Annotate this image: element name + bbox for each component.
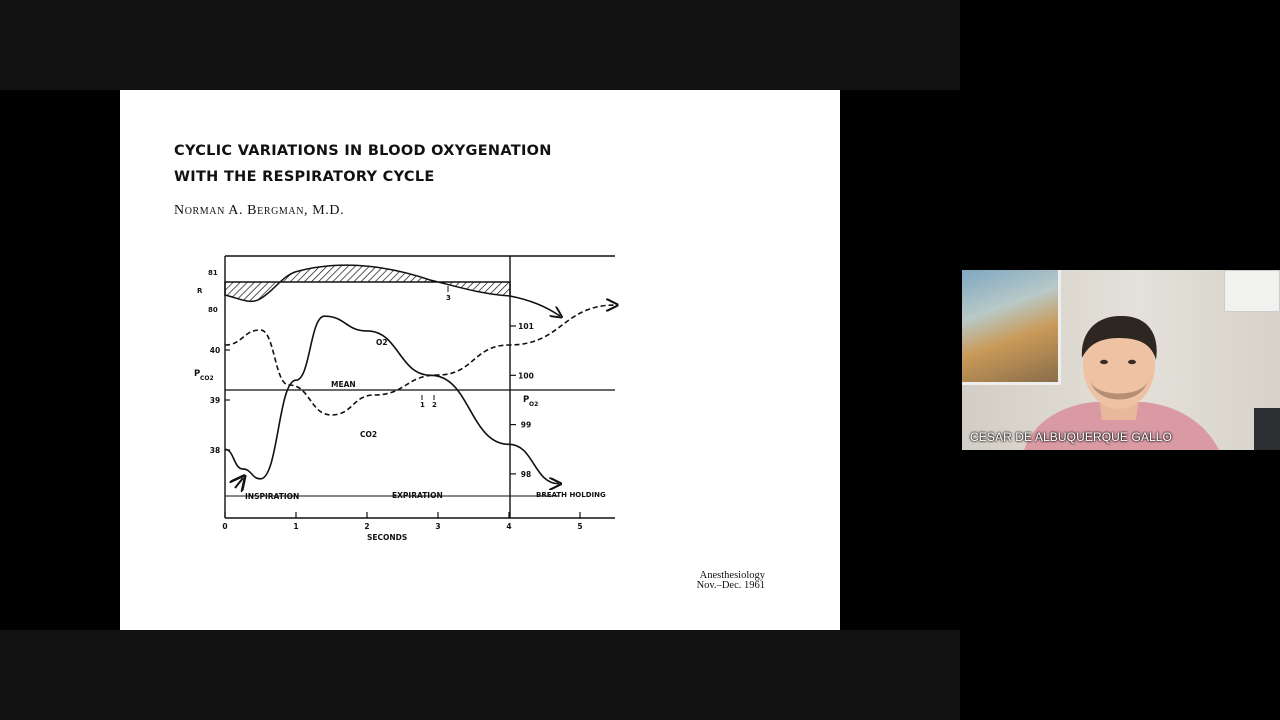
- left-tick-label-38: 38: [209, 446, 221, 455]
- x-tick-label-0: 0: [222, 522, 228, 531]
- mean-label: MEAN: [331, 380, 356, 389]
- right-tick-label-100: 100: [518, 371, 534, 381]
- co2-series-label: CO2: [360, 430, 378, 439]
- right-tick-label-101: 101: [518, 322, 534, 331]
- presentation-slide: [120, 90, 840, 630]
- right-axis-label: P: [523, 395, 530, 405]
- series-line-o2: [225, 316, 559, 484]
- inspiration-label: INSPIRATION: [245, 492, 300, 501]
- background-object: [1254, 408, 1280, 450]
- right-axis-label-sub: O2: [529, 401, 539, 408]
- letterbox-top: [0, 0, 960, 90]
- right-tick-label-98: 98: [520, 469, 532, 479]
- participant-name: CESAR DE ALBUQUERQUE GALLO: [970, 430, 1172, 444]
- x-axis-label: SECONDS: [367, 533, 408, 542]
- o2-series-label: O2: [376, 338, 388, 347]
- x-tick-label-2: 2: [364, 522, 370, 531]
- marker-3: 3: [446, 294, 451, 302]
- left-tick-label-40: 40: [209, 346, 221, 355]
- pillarbox-right: [840, 90, 960, 630]
- participant-video-tile[interactable]: [962, 270, 1280, 450]
- respiratory-cycle-chart: [180, 250, 700, 550]
- x-tick-label-3: 3: [435, 522, 441, 531]
- x-tick-label-5: 5: [577, 522, 583, 531]
- x-tick-label-4: 4: [506, 522, 512, 531]
- participant-avatar: [1014, 310, 1224, 450]
- respiratory-quotient-band: [225, 265, 510, 301]
- r-axis-label: R: [197, 287, 203, 295]
- pillarbox-left: [0, 90, 120, 630]
- left-axis-label: P: [194, 369, 201, 379]
- citation: [660, 571, 765, 591]
- left-axis-label-sub: CO2: [200, 375, 214, 382]
- right-tick-label-99: 99: [520, 420, 532, 430]
- citation-date: Nov.–Dec. 1961: [696, 580, 765, 591]
- r-tick-80: 80: [208, 306, 218, 314]
- left-tick-label-39: 39: [209, 396, 221, 405]
- breath-holding-label: BREATH HOLDING: [536, 491, 606, 499]
- letterbox-bottom: [0, 630, 960, 720]
- series-line-co2: [225, 305, 616, 415]
- slide-title: CYCLIC VARIATIONS IN BLOOD OXYGENATION WITH THE RESPIRATORY CYCLE: [174, 143, 552, 185]
- inspiration-arrow: [235, 478, 243, 488]
- respiratory-quotient-tail: [510, 296, 560, 316]
- marker-1: 1: [420, 401, 425, 409]
- wall-frame: [1224, 270, 1280, 312]
- marker-2: 2: [432, 401, 437, 409]
- slide-author: Norman A. Bergman, M.D.: [174, 203, 345, 218]
- citation-journal: Anesthesiology: [699, 570, 765, 581]
- x-tick-label-1: 1: [293, 522, 299, 531]
- expiration-label: EXPIRATION: [392, 491, 443, 500]
- r-tick-81: 81: [208, 269, 218, 277]
